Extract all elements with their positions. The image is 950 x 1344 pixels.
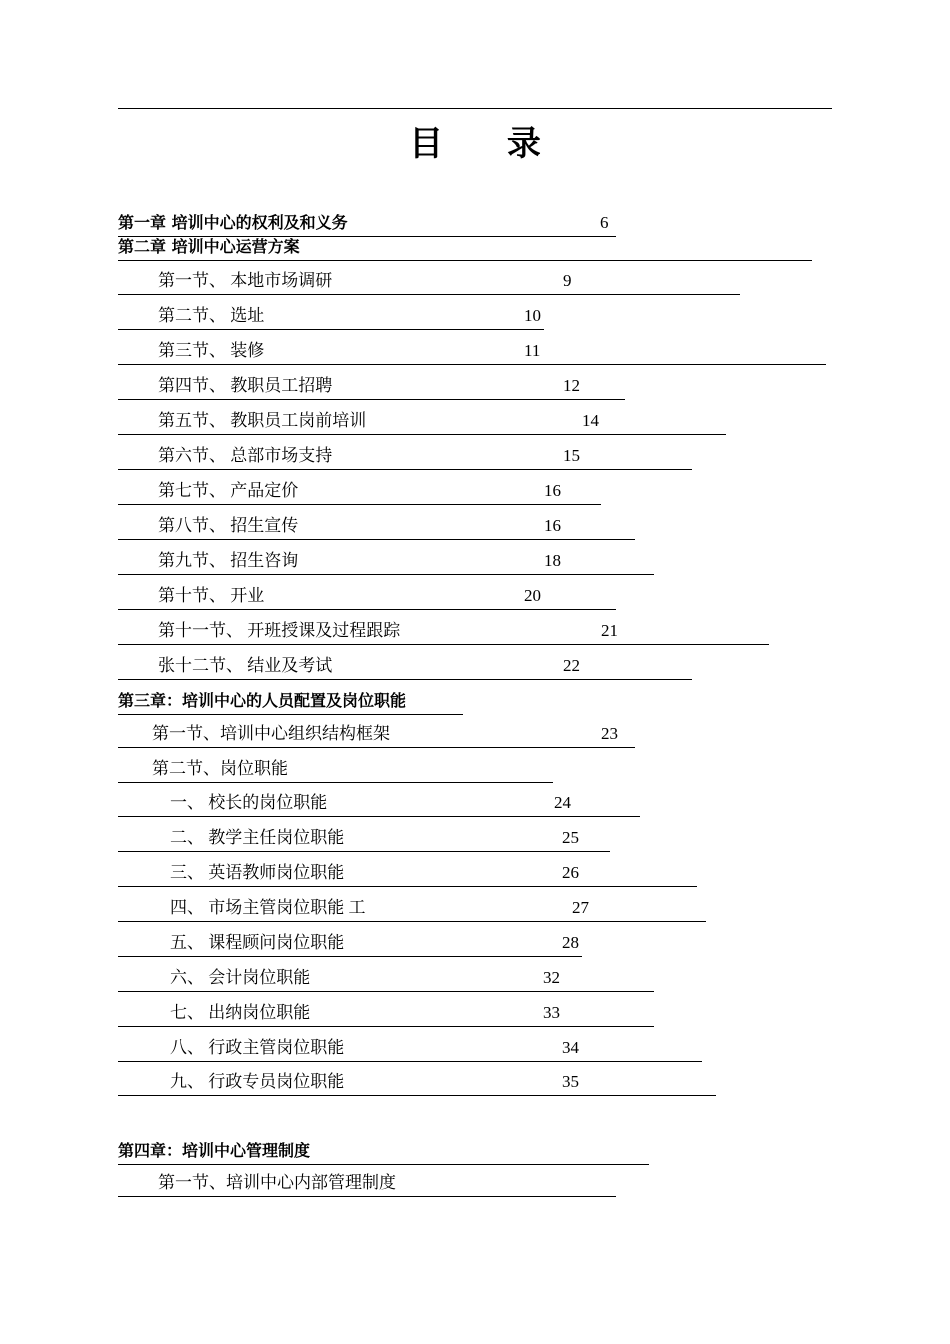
toc-entry[interactable] xyxy=(118,270,740,295)
toc-chapter-entry[interactable] xyxy=(118,1140,649,1165)
toc-entry-page-number: 26 xyxy=(562,863,579,882)
toc-entry-label: 第三章：培训中心的人员配置及岗位职能 xyxy=(118,691,407,710)
toc-entry[interactable] xyxy=(118,862,697,887)
toc-entry-label: 第四章：培训中心管理制度 xyxy=(118,1141,311,1160)
toc-entry-label: 第一节、培训中心组织结构框架 xyxy=(152,724,390,743)
toc-entry-label: 第七节、 产品定价 xyxy=(158,481,299,500)
toc-entry-label: 第五节、 教职员工岗前培训 xyxy=(158,411,367,430)
toc-entry[interactable] xyxy=(118,967,654,992)
toc-entry-label: 九、 行政专员岗位职能 xyxy=(170,1072,345,1091)
toc-entry-page-number: 16 xyxy=(544,481,561,500)
toc-chapter-entry[interactable] xyxy=(118,690,463,715)
toc-entry[interactable] xyxy=(118,1037,702,1062)
toc-entry-label: 第九节、 招生咨询 xyxy=(158,551,299,570)
toc-entry-label: 张十二节、 结业及考试 xyxy=(158,656,333,675)
toc-entry[interactable] xyxy=(118,897,706,922)
toc-entry-label: 八、 行政主管岗位职能 xyxy=(170,1038,345,1057)
toc-entry-page-number: 22 xyxy=(563,656,580,675)
toc-entry[interactable] xyxy=(118,480,601,505)
toc-chapter-entry[interactable] xyxy=(118,236,812,261)
toc-entry-label: 第二章 培训中心运营方案 xyxy=(118,237,300,256)
toc-entry-label: 第八节、 招生宣传 xyxy=(158,516,299,535)
toc-entry-page-number: 23 xyxy=(601,724,618,743)
toc-entry-label: 一、 校长的岗位职能 xyxy=(170,793,328,812)
toc-entry-page-number: 35 xyxy=(562,1072,579,1091)
toc-entry[interactable] xyxy=(118,932,582,957)
toc-entry-page-number: 12 xyxy=(563,376,580,395)
toc-entry-page-number: 9 xyxy=(563,271,572,290)
toc-entry-page-number: 15 xyxy=(563,446,580,465)
toc-entry-page-number: 32 xyxy=(543,968,560,987)
toc-entry[interactable] xyxy=(118,445,692,470)
toc-entry[interactable] xyxy=(118,1071,716,1096)
toc-entry[interactable] xyxy=(118,655,692,680)
toc-entry-label: 七、 出纳岗位职能 xyxy=(170,1003,311,1022)
toc-entry-page-number: 11 xyxy=(524,341,541,360)
toc-entry-label: 三、 英语教师岗位职能 xyxy=(170,863,345,882)
toc-entry-page-number: 6 xyxy=(600,213,609,232)
toc-entry[interactable] xyxy=(118,305,544,330)
toc-entry[interactable] xyxy=(118,550,654,575)
toc-entry-label: 六、 会计岗位职能 xyxy=(170,968,311,987)
toc-entry-label: 第六节、 总部市场支持 xyxy=(158,446,333,465)
toc-entry-label: 第一节、 本地市场调研 xyxy=(158,271,333,290)
toc-entry-label: 第十节、 开业 xyxy=(158,586,265,605)
toc-entry-page-number: 14 xyxy=(582,411,599,430)
toc-entry[interactable] xyxy=(118,410,726,435)
toc-entry-page-number: 20 xyxy=(524,586,541,605)
toc-entry-page-number: 24 xyxy=(554,793,571,812)
toc-entry-label: 第一章 培训中心的权利及和义务 xyxy=(118,213,348,232)
toc-entry[interactable] xyxy=(118,515,635,540)
toc-entry[interactable] xyxy=(118,723,635,748)
toc-entry-page-number: 21 xyxy=(601,621,618,640)
toc-entry-page-number: 27 xyxy=(572,898,589,917)
toc-entry-label: 第二节、 选址 xyxy=(158,306,265,325)
toc-entry-page-number: 16 xyxy=(544,516,561,535)
toc-entry-label: 四、 市场主管岗位职能 工 xyxy=(170,898,366,917)
toc-entry-page-number: 34 xyxy=(562,1038,579,1057)
toc-entry-page-number: 33 xyxy=(543,1003,560,1022)
toc-entry[interactable] xyxy=(118,585,616,610)
toc-entry[interactable] xyxy=(118,827,610,852)
page-title: 目 录 xyxy=(409,124,567,164)
toc-entry-label: 第三节、 装修 xyxy=(158,341,265,360)
toc-entry[interactable] xyxy=(118,340,826,365)
toc-entry-label: 第四节、 教职员工招聘 xyxy=(158,376,333,395)
toc-entry-label: 五、 课程顾问岗位职能 xyxy=(170,933,345,952)
toc-entry-page-number: 28 xyxy=(562,933,579,952)
toc-entry[interactable] xyxy=(118,758,553,783)
toc-entry[interactable] xyxy=(118,375,625,400)
toc-entry[interactable] xyxy=(118,620,769,645)
toc-entry-label: 第十一节、 开班授课及过程跟踪 xyxy=(158,621,401,640)
toc-entry-page-number: 18 xyxy=(544,551,561,570)
toc-entry-label: 二、 教学主任岗位职能 xyxy=(170,828,345,847)
toc-entry-page-number: 25 xyxy=(562,828,579,847)
toc-entry-page-number: 10 xyxy=(524,306,541,325)
toc-entry[interactable] xyxy=(118,1172,616,1197)
top-rule xyxy=(118,108,832,109)
toc-entry-label: 第一节、培训中心内部管理制度 xyxy=(158,1173,396,1192)
toc-entry-label: 第二节、岗位职能 xyxy=(152,759,288,778)
toc-chapter-entry[interactable] xyxy=(118,212,616,237)
toc-entry[interactable] xyxy=(118,1002,654,1027)
toc-entry[interactable] xyxy=(118,792,640,817)
